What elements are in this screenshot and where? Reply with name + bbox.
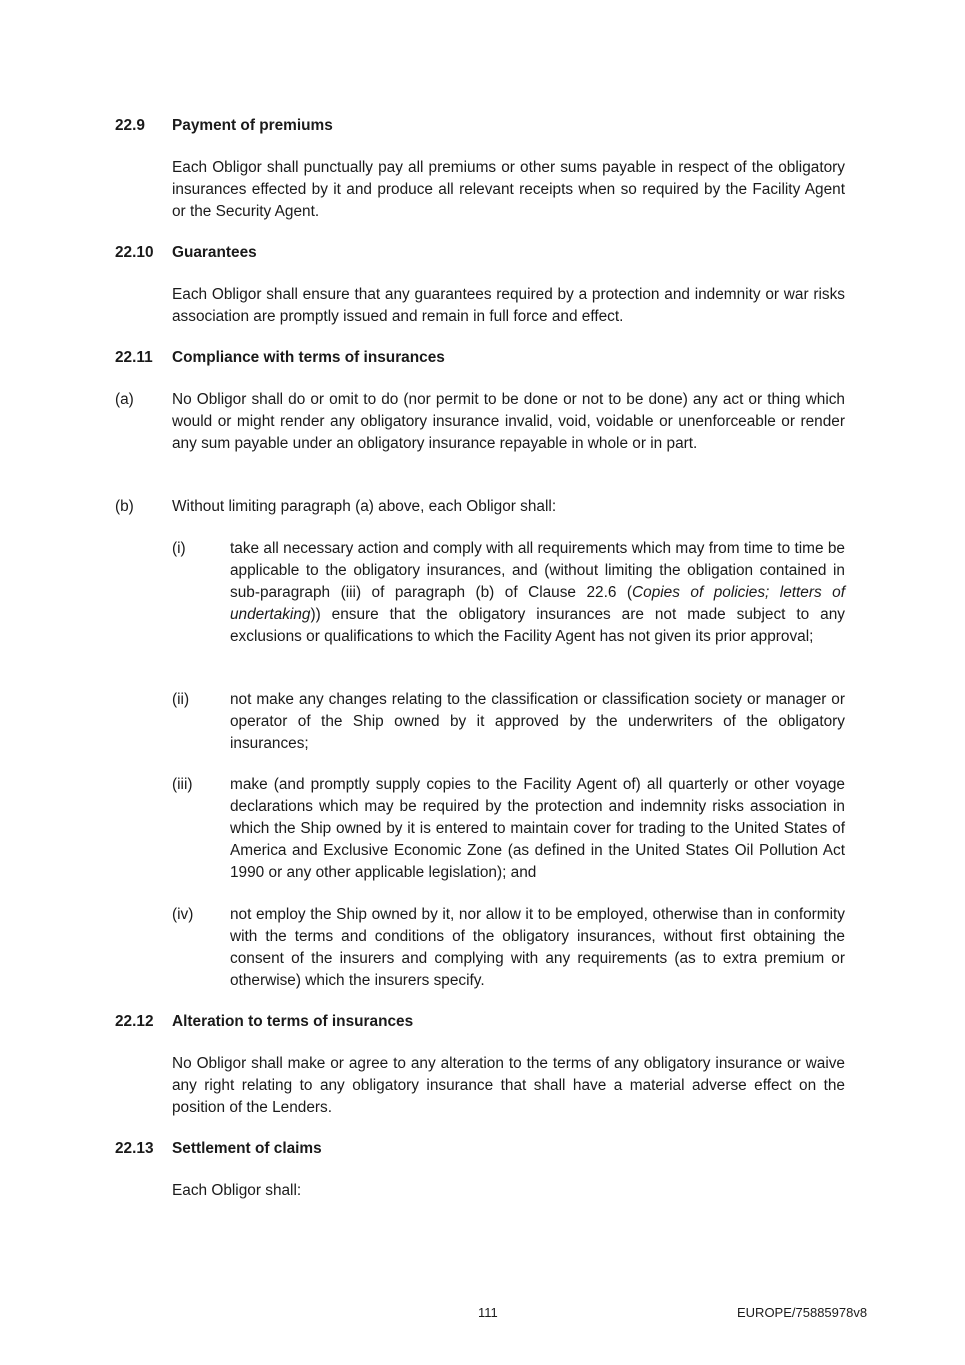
section-22-10-body: Each Obligor shall ensure that any guarantees required by a protection and indemnity or war risks association are promptly issued and remain in full force and effect. [172, 286, 845, 325]
section-number: 22.13 [115, 1140, 154, 1157]
section-title: Payment of premiums [172, 117, 333, 134]
paragraph-label-a: (a) [115, 391, 134, 408]
section-title: Compliance with terms of insurances [172, 349, 445, 366]
subparagraph-iv-text: not employ the Ship owned by it, nor allow it to be employed, otherwise than in conformity with the terms and conditions of the obligatory insurances, without first obtaining the consent of the insurers and complying with any requirements (as to extra premium or otherwise) which the insurers specify. [230, 906, 845, 989]
paragraph-a-text: No Obligor shall do or omit to do (nor permit to be done or not to be done) any act or thing which would or might render any obligatory insurance invalid, void, voidable or unenforceable or render any sum payable under an obligatory insurance repayable in whole or in part. [172, 391, 845, 452]
section-title: Alteration to terms of insurances [172, 1013, 414, 1030]
page-number: 111 [478, 1305, 498, 1320]
section-title: Guarantees [172, 244, 257, 261]
subparagraph-i-text-start: take all necessary action and comply with all requirements which may from time to time be applicable to the obligatory insurances, and (without limiting the obligation contained in sub-paragraph (iii) of paragraph (b) of Clause 22.6 ( [230, 540, 845, 601]
paragraph-b-text: Without limiting paragraph (a) above, each Obligor shall: [172, 498, 557, 515]
section-22-9-body: Each Obligor shall punctually pay all premiums or other sums payable in respect of the obligatory insurances effected by it and produce all relevant receipts when so required by the Facility Agent or the Security Agent. [172, 159, 845, 220]
subparagraph-label-ii: (ii) [172, 691, 190, 708]
subparagraph-iii-text: make (and promptly supply copies to the Facility Agent of) all quarterly or other voyage declarations which may be required by the protection and indemnity risks association in which the Ship owned by it is entered to maintain cover for trading to the United States of America and Exclusive Economic Zone (as defined in the United States Oil Pollution Act 1990 or any other applicable legislation); and [230, 776, 845, 881]
section-22-13-body: Each Obligor shall: [172, 1182, 302, 1199]
subparagraph-label-i: (i) [172, 540, 186, 557]
section-22-12-body: No Obligor shall make or agree to any alteration to the terms of any obligatory insurance or waive any right relating to any obligatory insurance that shall have a material adverse effect on the position of the Lenders. [172, 1055, 845, 1116]
clause-reference-title: Copies of policies; letters of undertaking [230, 584, 845, 623]
section-number: 22.9 [115, 117, 145, 134]
subparagraph-label-iv: (iv) [172, 906, 194, 923]
paragraph-label-b: (b) [115, 498, 134, 515]
section-number: 22.11 [115, 349, 153, 366]
section-title: Settlement of claims [172, 1140, 322, 1157]
section-number: 22.12 [115, 1013, 154, 1030]
section-number: 22.10 [115, 244, 154, 261]
subparagraph-ii-text: not make any changes relating to the classification or classification society or manager or operator of the Ship owned by it approved by the underwriters of the obligatory insurances; [230, 691, 845, 752]
subparagraph-label-iii: (iii) [172, 776, 193, 793]
subparagraph-i-text-end: )) ensure that the obligatory insurances are not made subject to any exclusions or qualifications to which the Facility Agent has not given its prior approval; [230, 606, 845, 645]
subparagraph-i-text [230, 538, 845, 648]
document-reference: EUROPE/75885978v8 [737, 1305, 868, 1320]
